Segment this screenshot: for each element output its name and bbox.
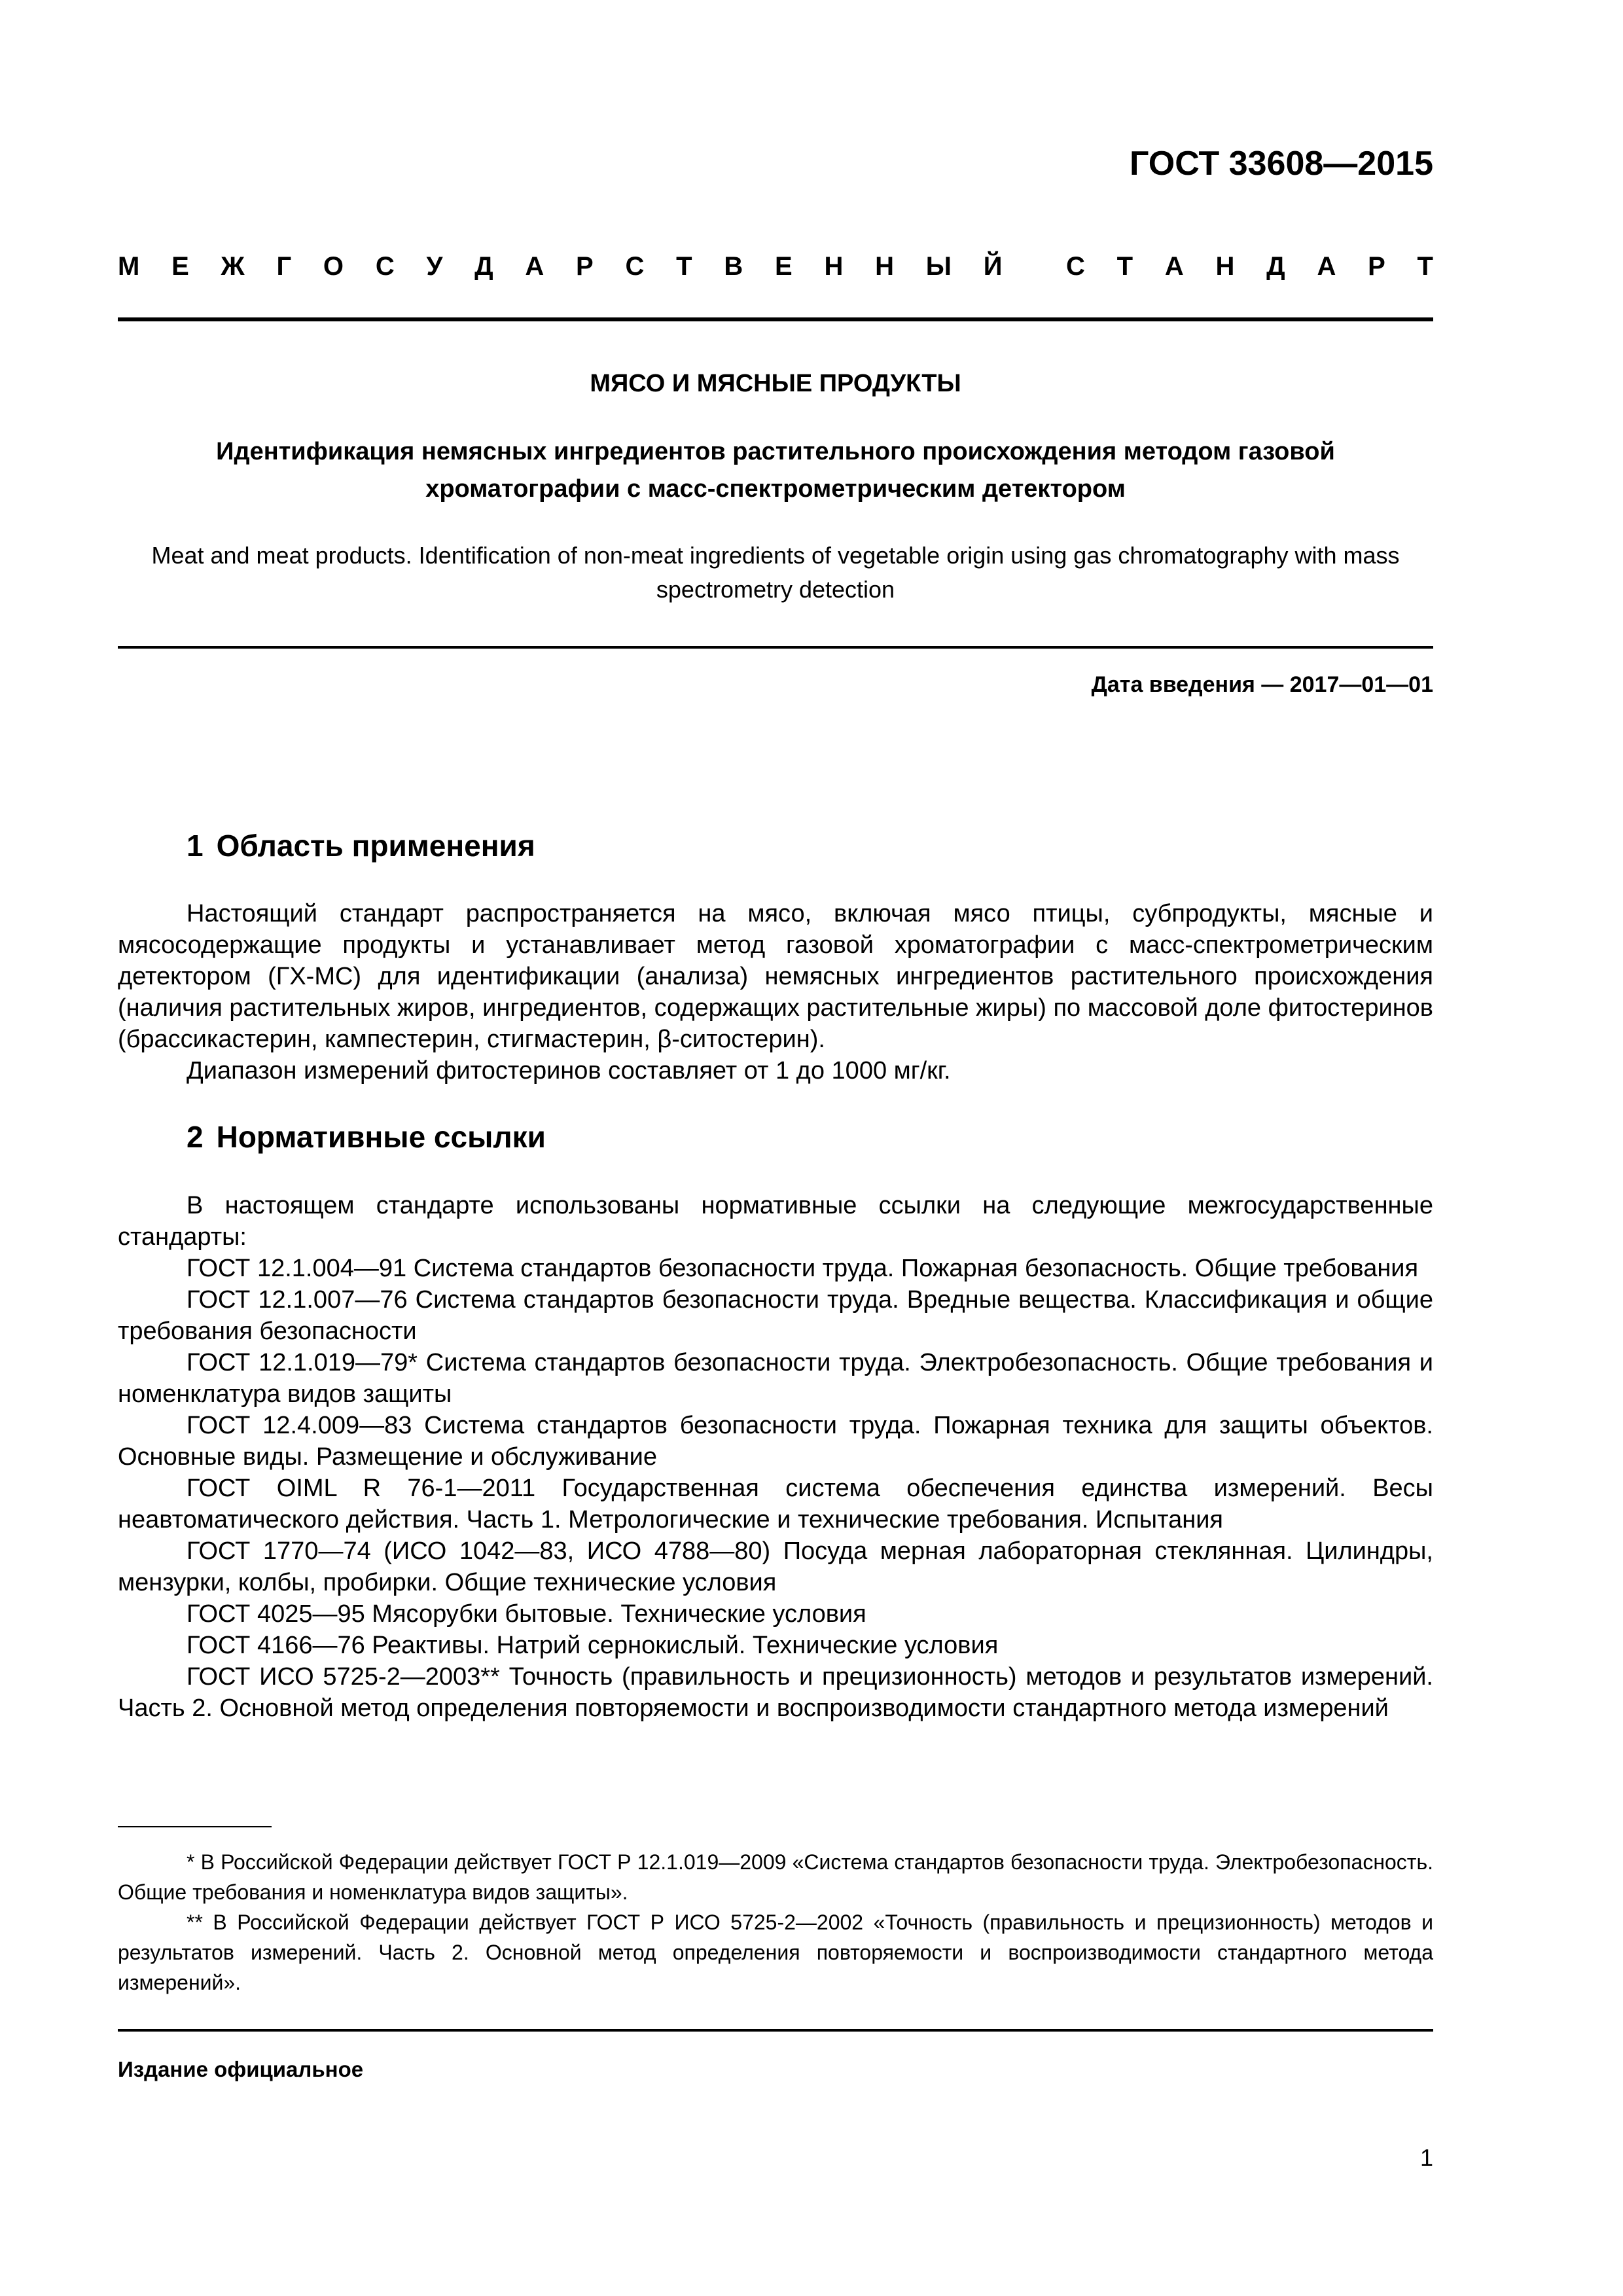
interstate-letter: Е (775, 252, 793, 281)
reference-item: ГОСТ 4166—76 Реактивы. Натрий сернокислый. Технические условия (187, 1632, 999, 1659)
reference-item: ГОСТ 4025—95 Мясорубки бытовые. Технические условия (187, 1600, 866, 1628)
interstate-letter: Т (1116, 252, 1133, 281)
interstate-standard-heading (118, 252, 1433, 281)
interstate-letter: М (118, 252, 140, 281)
reference-item: ГОСТ 1770—74 (ИСО 1042—83, ИСО 4788—80) Посуда мерная лабораторная стеклянная. Цилиндры, мензурки, колбы, пробирки. Общие технические условия (118, 1537, 1433, 1596)
interstate-letter: Н (875, 252, 895, 281)
footer-rule (118, 2029, 1433, 2032)
interstate-letter: У (426, 252, 443, 281)
footnote: ** В Российской Федерации действует ГОСТ Р ИСО 5725-2—2002 «Точность (правильность и прецизионность) методов и результатов измерений. Часть 2. Основной метод определения повторяемости и воспроизводимости стандартного метода измерений». (118, 1910, 1433, 1994)
section-number: 2 (187, 1120, 204, 1154)
interstate-letter: А (1164, 252, 1184, 281)
interstate-letter: Д (474, 252, 493, 281)
interstate-letter: Й (983, 252, 1003, 281)
section-2-heading (187, 1119, 546, 1155)
interstate-letter: С (375, 252, 395, 281)
interstate-letter: Р (576, 252, 594, 281)
paragraph: Диапазон измерений фитостеринов составляет от 1 до 1000 мг/кг. (187, 1057, 951, 1085)
interstate-letter: Р (1368, 252, 1385, 281)
interstate-letter: А (1317, 252, 1336, 281)
english-title: Meat and meat products. Identification of non-meat ingredients of vegetable origin using gas chromatography with mass spectrometry detection (151, 542, 1400, 603)
footnotes (118, 1847, 1433, 1998)
section-title: Нормативные ссылки (216, 1120, 546, 1154)
interstate-letter: Н (824, 252, 844, 281)
interstate-letter: А (525, 252, 544, 281)
page-number: 1 (1419, 2144, 1433, 2171)
footnote-separator (118, 1826, 272, 1827)
interstate-letter: О (323, 252, 344, 281)
gost-number: ГОСТ 33608—2015 (1130, 145, 1433, 183)
section-number: 1 (187, 829, 204, 863)
interstate-letter: С (625, 252, 645, 281)
reference-item: ГОСТ 12.1.007—76 Система стандартов безопасности труда. Вредные вещества. Классификация и общие требования безопасности (118, 1286, 1433, 1345)
footnote: * В Российской Федерации действует ГОСТ Р 12.1.019—2009 «Система стандартов безопасности труда. Электробезопасность. Общие требования и номенклатура видов защиты». (118, 1850, 1433, 1904)
interstate-letter: Е (171, 252, 189, 281)
interstate-letter: Т (1417, 252, 1433, 281)
section-1-heading (187, 828, 535, 863)
interstate-letter: Ж (221, 252, 245, 281)
reference-item: ГОСТ ИСО 5725-2—2003** Точность (правильность и прецизионность) методов и результатов измерений. Часть 2. Основной метод определения повторяемости и воспроизводимости стандартного метода измерений (118, 1663, 1433, 1722)
interstate-letter: Т (676, 252, 692, 281)
paragraph: В настоящем стандарте использованы нормативные ссылки на следующие межгосударственные стандарты: (118, 1192, 1433, 1251)
introduction-date: Дата введения — 2017—01—01 (1091, 672, 1433, 697)
interstate-letter: Ы (925, 252, 952, 281)
interstate-letter: Н (1215, 252, 1235, 281)
section-1-body (118, 898, 1433, 1086)
interstate-letter: Г (276, 252, 292, 281)
header-rule (118, 317, 1433, 321)
reference-item: ГОСТ 12.1.004—91 Система стандартов безопасности труда. Пожарная безопасность. Общие требования (187, 1255, 1419, 1282)
reference-item: ГОСТ 12.4.009—83 Система стандартов безопасности труда. Пожарная техника для защиты объектов. Основные виды. Размещение и обслуживание (118, 1412, 1433, 1471)
interstate-letter: В (724, 252, 743, 281)
interstate-letter: С (1066, 252, 1085, 281)
reference-item: ГОСТ OIML R 76-1—2011 Государственная система обеспечения единства измерений. Весы неавтоматического действия. Часть 1. Метрологические и технические требования. Испытания (118, 1475, 1433, 1534)
edition-label: Издание официальное (118, 2057, 364, 2081)
section-title: Область применения (216, 829, 535, 863)
document-title: МЯСО И МЯСНЫЕ ПРОДУКТЫ (590, 370, 961, 397)
section-2-body (118, 1190, 1433, 1724)
interstate-letter: Д (1266, 252, 1285, 281)
title-rule (118, 646, 1433, 649)
reference-item: ГОСТ 12.1.019—79* Система стандартов безопасности труда. Электробезопасность. Общие требования и номенклатура видов защиты (118, 1349, 1433, 1408)
document-subtitle: Идентификация немясных ингредиентов растительного происхождения методом газовой хроматографии с масс-спектрометрическим детектором (216, 438, 1335, 503)
paragraph: Настоящий стандарт распространяется на мясо, включая мясо птицы, субпродукты, мясные и мясосодержащие продукты и устанавливает метод газовой хроматографии с масс-спектрометрическим детектором (ГХ-МС) для идентификации (анализа) немясных ингредиентов растительного происхождения (наличия растительных жиров, ингредиентов, содержащих растительные жиры) по массовой доле фитостеринов (брассикастерин, кампестерин, стигмастерин, β-ситостерин). (118, 900, 1433, 1053)
